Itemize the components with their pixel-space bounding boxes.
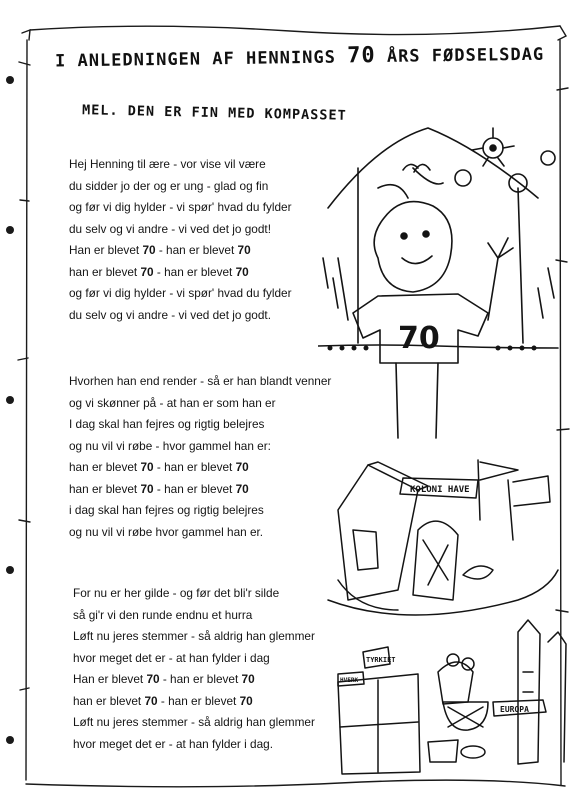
shirt-number: 70: [398, 321, 440, 356]
verse-line: [73, 669, 315, 691]
verse-line: For nu er her gilde - og før det bli'r silde: [73, 586, 280, 600]
verse-line: og før vi dig hylder - vi spør' hvad du fylder: [69, 286, 292, 300]
verse-text: - han er blevet: [159, 672, 242, 686]
verse-line: [69, 479, 331, 501]
age-number: 70: [146, 672, 160, 686]
sign-koloni: KOLONI HAVE: [410, 485, 470, 495]
melody-line: MEL. DEN ER FIN MED KOMPASSET: [81, 102, 347, 124]
flower-icon: [472, 128, 514, 166]
verse-text: - han er blevet: [155, 243, 238, 257]
verse-line: og nu vil vi røbe hvor gammel han er.: [69, 524, 264, 539]
verse-line: i dag skal han fejres og rigtig belejres: [69, 503, 264, 517]
verse-text: han er blevet: [69, 460, 141, 474]
verse-line: og vi skønner på - at han er som han er: [69, 395, 276, 410]
verse-text: han er blevet: [73, 693, 145, 708]
allotment-garden-illustration: [318, 450, 568, 630]
age-number: 70: [237, 243, 251, 257]
verse-line: du selv og vi andre - vi ved det jo godt.: [69, 307, 271, 322]
age-number: 70: [241, 672, 255, 686]
verse-line: Hvorhen han end render - så er han blandt venner: [69, 374, 332, 388]
verse-line: du selv og vi andre - vi ved det jo godt!: [69, 221, 271, 236]
verse-text: - han er blevet: [153, 460, 236, 474]
birthday-man-illustration: [318, 108, 568, 448]
title-part2: ÅRS FØDSELSDAG: [386, 44, 545, 67]
verse-line: du sidder jo der og er ung - glad og fin: [69, 178, 269, 193]
stanza-2: [69, 371, 331, 543]
verse-text: - han er blevet: [157, 693, 240, 708]
title-part1: I ANLEDNINGEN AF HENNINGS: [54, 47, 337, 72]
verse-line: hvor meget det er - at han fylder i dag: [73, 650, 270, 665]
age-number: 70: [144, 693, 158, 708]
verse-line: [69, 240, 292, 262]
verse-line: så gi'r vi den runde endnu et hurra: [73, 607, 253, 622]
stanza-1: [69, 154, 292, 326]
stanza-3: [73, 583, 315, 755]
verse-text: - han er blevet: [153, 264, 236, 279]
verse-line: Løft nu jeres stemmer - så aldrig han glemmer: [73, 715, 315, 729]
verse-text: Han er blevet: [69, 243, 143, 257]
sign-tyrkiet: TYRKIET: [366, 656, 396, 664]
verse-text: han er blevet: [69, 481, 141, 496]
travel-illustration: [318, 612, 568, 782]
age-number: 70: [142, 243, 156, 257]
age-number: 70: [140, 481, 154, 496]
verse-line: og før vi dig hylder - vi spør' hvad du fylder: [69, 200, 292, 214]
sign-europa: EUROPA: [500, 705, 529, 714]
age-number: 70: [239, 693, 253, 708]
verse-text: han er blevet: [69, 264, 141, 279]
age-number: 70: [235, 481, 249, 496]
verse-line: hvor meget det er - at han fylder i dag.: [73, 736, 273, 751]
verse-line: Løft nu jeres stemmer - så aldrig han glemmer: [73, 629, 315, 643]
age-number: 70: [140, 264, 154, 279]
verse-line: [73, 691, 315, 713]
age-number: 70: [235, 264, 249, 279]
sign-kvaerk: HVERK: [340, 677, 359, 684]
verse-line: [69, 262, 292, 284]
verse-line: Hej Henning til ære - vor vise vil være: [69, 157, 266, 171]
verse-text: Han er blevet: [73, 672, 147, 686]
verse-text: - han er blevet: [153, 481, 236, 496]
verse-line: og nu vil vi røbe - hvor gammel han er:: [69, 438, 271, 453]
verse-line: [69, 457, 331, 479]
age-number: 70: [235, 460, 249, 474]
verse-line: I dag skal han fejres og rigtig belejres: [69, 417, 265, 431]
title-number: 70: [346, 43, 376, 69]
age-number: 70: [140, 460, 154, 474]
